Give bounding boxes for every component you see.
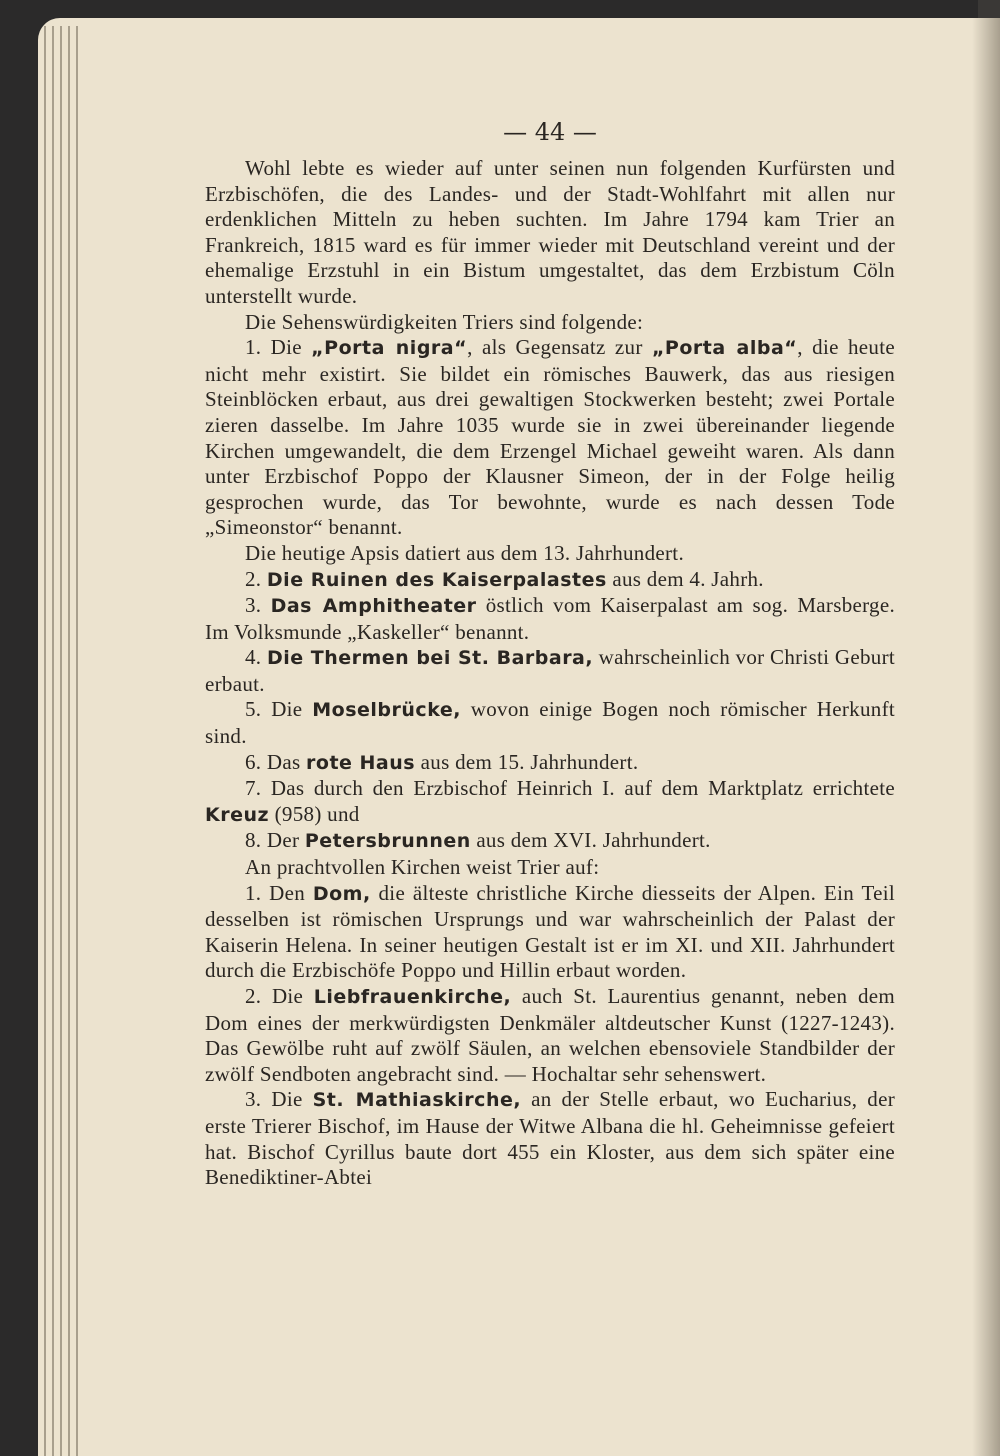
paragraph-history: Wohl lebte es wieder auf unter seinen nun folgenden Kurfürsten und Erzbischöfen, die des Landes- und der Stadt-Wohlfahrt mit allen nur erdenklichen Mitteln zu heben suchten. Im Jahre 1794 kam Trier an Frankreich, 1815 ward es für immer wieder mit Deutschland vereint und der ehemalige Erzstuhl in ein Bistum umgestaltet, das dem Erzbistum Cöln unterstellt wurde. <box>205 156 895 308</box>
item-text: aus dem XVI. Jahrhundert. <box>470 828 711 853</box>
item-text: 3. Die <box>245 1087 313 1112</box>
item-text: 2. Die <box>245 984 314 1008</box>
page-edge-line <box>76 26 78 1456</box>
paragraph-churches-intro: An prachtvollen Kirchen weist Trier auf: <box>245 855 600 880</box>
item-text: 4. <box>245 645 267 670</box>
highlight-kaiserpalast: Die Ruinen des Kaiserpalastes <box>266 568 607 591</box>
item-text: , als Gegensatz zur <box>467 335 652 360</box>
list-item-thermen <box>205 645 895 697</box>
item-text: 5. Die <box>245 697 313 722</box>
item-text: 3. <box>245 593 271 618</box>
item-text: wovon einige Bogen noch römischer Herkunft sind. <box>205 697 895 749</box>
highlight-dom: Dom, <box>312 882 371 905</box>
highlight-porta-nigra: „Porta nigra“ <box>311 337 468 360</box>
item-text: die älteste christliche Kirche diesseits der Alpen. Ein Teil desselben ist römischen Ursprungs und war wahrscheinlich der Palast der Kaiserin Helena. In seiner heutigen Gestalt ist er im XI. und XII. Jahrhundert durch die Erzbischöfe Poppo und Hillin erbaut worden. <box>205 880 895 983</box>
highlight-amphitheater: Das Amphitheater <box>270 595 477 618</box>
list-item-rote-haus <box>205 750 895 777</box>
highlight-mathiaskirche: St. Mathiaskirche, <box>312 1089 522 1112</box>
list-item-kreuz <box>205 776 895 828</box>
gutter-shadow <box>972 18 1000 1456</box>
item-text: 2. <box>245 566 267 591</box>
list-item-petersbrunnen <box>205 828 895 855</box>
list-item-porta-nigra <box>205 335 895 541</box>
highlight-petersbrunnen: Petersbrunnen <box>304 830 471 853</box>
item-text: 6. Das <box>245 749 307 774</box>
list-item-kaiserpalast <box>205 567 895 594</box>
list-item-mathiaskirche <box>205 1087 895 1190</box>
item-text: 7. Das durch den Erzbischof Heinrich I. auf dem Marktplatz errichtete <box>245 776 895 801</box>
paragraph-sights-intro: Die Sehenswürdigkeiten Triers sind folgende: <box>245 309 644 334</box>
page-edge-line <box>52 26 54 1456</box>
item-text: an der Stelle erbaut, wo Eucharius, der erste Trierer Bischof, im Hause der Witwe Albana die hl. Geheimnisse gefeiert hat. Bischof Cyrillus baute dort 455 ein Kloster, aus dem sich später eine Benediktiner-Abtei <box>205 1087 895 1190</box>
highlight-rote-haus: rote Haus <box>306 751 416 774</box>
highlight-porta-alba: „Porta alba“ <box>651 337 798 360</box>
item-text: auch St. Laurentius genannt, neben dem Dom eines der merkwürdigsten Denkmäler altdeutscher Kunst (1227-1243). Das Gewölbe ruht auf zwölf Säulen, an welchen ebensoviele Standbilder der zwölf Sendboten angebracht sind. — Hochaltar sehr sehenswert. <box>205 984 896 1086</box>
highlight-kreuz: Kreuz <box>205 803 270 826</box>
item-text: (958) und <box>269 801 360 826</box>
item-text: wahrscheinlich vor Christi Geburt erbaut. <box>205 645 895 696</box>
page-number: — 44 — <box>503 118 597 146</box>
item-text: östlich vom Kaiserpalast am sog. Marsberge. Im Volksmunde „Kaskeller“ benannt. <box>205 593 895 644</box>
item-text: aus dem 15. Jahrhundert. <box>415 749 639 774</box>
item-text: 1. Die <box>245 335 312 360</box>
page-edge-line <box>44 26 46 1456</box>
list-item-dom <box>205 881 895 984</box>
page-edge-line <box>60 26 62 1456</box>
list-item-moselbruecke <box>205 697 895 749</box>
item-text: 1. Den <box>245 880 313 905</box>
highlight-moselbruecke: Moselbrücke, <box>312 699 461 722</box>
item-text: , die heute nicht mehr existirt. Sie bildet ein römisches Bauwerk, das aus riesigen Steinblöcken erbaut, aus drei gewaltigen Stockwerken besteht; zwei Portale zieren dasselbe. Im Jahre 1035 wurde sie in zwei übereinander liegende Kirchen umgewandelt, die dem Erzengel Michael geweiht waren. Als dann unter Erzbischof Poppo der Klausner Simeon, der in der Folge heilig gesprochen wurde, das Tor bewohnte, wurde es nach dessen Tode „Simeonstor“ benannt. <box>205 335 895 540</box>
paragraph-apsis: Die heutige Apsis datiert aus dem 13. Jahrhundert. <box>245 540 684 565</box>
item-text: 8. Der <box>245 828 305 853</box>
list-item-liebfrauenkirche <box>205 984 895 1087</box>
highlight-thermen: Die Thermen bei St. Barbara, <box>266 647 594 670</box>
list-item-amphitheater <box>205 593 895 645</box>
highlight-liebfrauenkirche: Liebfrauenkirche, <box>313 986 512 1008</box>
page-edge-line <box>68 26 70 1456</box>
body-text <box>205 156 895 1191</box>
item-text: aus dem 4. Jahrh. <box>606 566 764 591</box>
